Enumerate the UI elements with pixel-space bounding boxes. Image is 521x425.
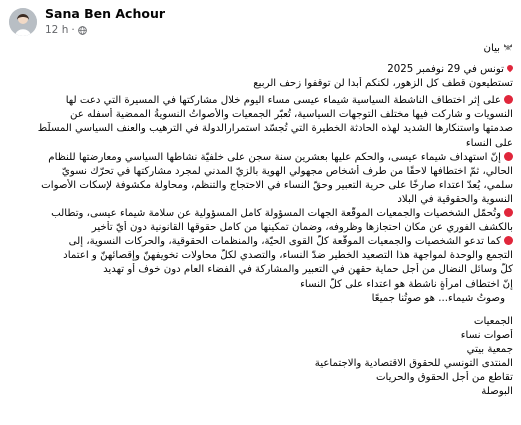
text-line: إنّ اختطاف امرأةٍ ناشطة هو اعتداء على كلّ النساء xyxy=(300,278,513,290)
paragraph-3 xyxy=(8,207,513,235)
post-body xyxy=(8,42,513,399)
text-line: وصوتُ شيماء... هو صوتُنا جميعًا xyxy=(371,292,505,304)
text-line: صدمتها واستنكارها الشديد لهذه الحادثة الخطيرة التي تُجسّد استمرارالدولة في الترهيب والعنف السياسي المسلّط xyxy=(37,123,513,135)
red-circle-icon xyxy=(504,95,513,104)
date-text: تونس في 29 نوفمبر 2025 xyxy=(387,64,504,76)
red-circle-icon xyxy=(504,152,513,161)
author-name[interactable]: Sana Ben Achour xyxy=(45,6,166,21)
paragraph-2 xyxy=(8,151,513,207)
text-line: كلّ وسائل النضال من أجل حماية حقهن في التعبير والمشاركة في الفضاء العام دون خوف أو تهديد xyxy=(103,264,513,276)
text-line: على النساء xyxy=(465,137,513,149)
text-line: كما تدعو الشخصيات والجمعيات الموقّعة كلّ القوى الحيّة، والمنظمات الحقوقية، والحركات النسوية، إلى xyxy=(8,235,513,249)
avatar[interactable] xyxy=(9,8,37,36)
quote-line: تستطيعون قطف كل الزهور، لكنكم أبدا لن توقفوا زحف الربيع xyxy=(253,78,513,90)
date-line xyxy=(8,63,513,77)
text-line: بالكشف الفوري عن مكان احتجازها وظروفه، وضمان تمكينها من كامل حقوقها القانونية دون أيّ تأخير xyxy=(91,222,513,234)
post-title xyxy=(8,42,513,56)
text-line: النسوية والحقوقية في البلاد xyxy=(397,193,513,205)
pin-icon xyxy=(506,64,513,72)
text-line: وتُحمّل الشخصيات والجمعيات الموقّعة الجهات المسؤولة كامل المسؤولية عن سلامة شيماء عيسى، وتطالب xyxy=(8,207,513,221)
text-line: الحالي، ثمّ اختطافها لاحقًا من طرف أشخاص مجهولي الهوية بالزيّ المدني لمجرد مشاركتها في تحرّك نسويّ xyxy=(61,165,513,177)
paragraph-4 xyxy=(8,235,513,305)
globe-icon[interactable] xyxy=(78,26,87,35)
signatory: البوصلة xyxy=(481,386,513,398)
post-header xyxy=(0,0,521,42)
signatory: المنتدى التونسي للحقوق الاقتصادية والاجتماعية xyxy=(314,357,513,369)
text-line: التجمع والوحدة لمواجهة هذا التصعيد الخطير ضدّ النساء، والتصدي لكلّ محاولات تخويفهنّ وإقصائهنّ و اعتماد xyxy=(63,250,513,262)
text-line: على إثر اختطاف الناشطة السياسية شيماء عيسى مساء اليوم خلال مشاركتها في المسيرة التي دعت لها xyxy=(8,94,513,108)
signatory: تقاطع من أجل الحقوق والحريات xyxy=(375,372,513,384)
signatories xyxy=(8,315,513,400)
text-line: سلمي، يُعدّ اعتداء صارخًا على حرية التعبير وحقّ النساء في الاحتجاج والتنظم، ومحاولة مكشوفة لإسكات الأصوات xyxy=(41,179,513,191)
red-circle-icon xyxy=(504,236,513,245)
text-line: النسويات و شاركت فيها مختلف التوجهات السياسية، تُعبّر الجمعيات والأصواتُ النسويةُ الممضية أسفله عن xyxy=(70,109,513,121)
post-title-text: بيان xyxy=(483,43,500,54)
text-line: إنّ استهداف شيماء عيسى، والحكم عليها بعشرين سنة سجن على خلفيّة نشاطها السياسي ومعارضتها للنظام xyxy=(8,151,513,165)
paragraph-1 xyxy=(8,94,513,150)
signatory: أصوات نساء xyxy=(460,329,513,341)
signatories-heading: الجمعيات xyxy=(473,315,513,327)
red-circle-icon xyxy=(504,208,513,217)
post-meta: 12 h · xyxy=(45,24,87,36)
post-time[interactable]: 12 h xyxy=(45,24,69,36)
butterfly-icon xyxy=(503,43,513,52)
signatory: جمعية بيتي xyxy=(466,343,513,355)
